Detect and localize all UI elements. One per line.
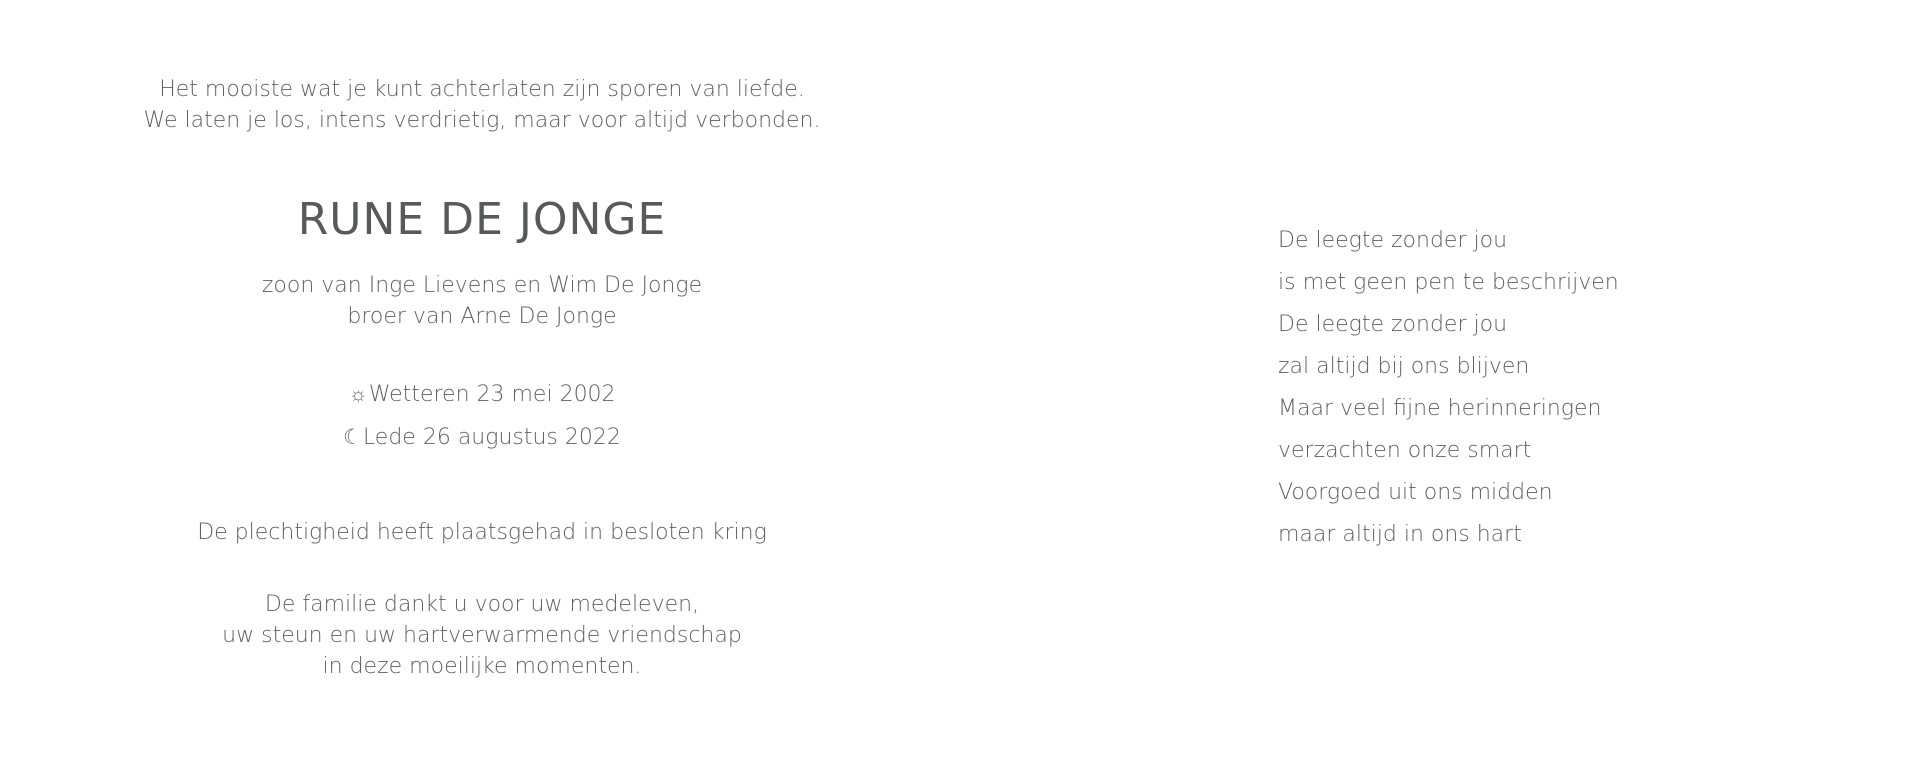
poem-line-7: Voorgoed uit ons midden	[1278, 480, 1553, 505]
poem-line-8: maar altijd in ons hart	[1278, 522, 1522, 547]
motto-line-1: Het mooiste wat je kunt achterlaten zijn sporen van liefde.	[159, 77, 805, 102]
sun-icon: ☼	[348, 382, 368, 406]
poem-line-5: Maar veel fijne herinneringen	[1278, 396, 1602, 421]
thanks-line-2: uw steun en uw hartverwarmende vriendschap	[222, 623, 742, 648]
birth-date	[100, 373, 864, 416]
crescent-moon-icon: ☾	[343, 425, 362, 449]
motto-line-2: We laten je los, intens verdrietig, maar voor altijd verbonden.	[143, 108, 821, 133]
ceremony-text: De plechtigheid heeft plaatsgehad in besloten kring	[197, 520, 767, 545]
birth-date-text: Wetteren 23 mei 2002	[368, 382, 616, 407]
poem	[1278, 220, 1778, 556]
life-dates	[100, 373, 864, 459]
death-date-text: Lede 26 augustus 2022	[362, 425, 621, 450]
relation-son-of: zoon van Inge Lievens en Wim De Jonge	[261, 273, 703, 298]
announcement-column	[100, 74, 864, 682]
motto	[100, 74, 864, 136]
relation-brother-of: broer van Arne De Jonge	[347, 304, 617, 329]
ceremony-notice	[100, 517, 864, 548]
thanks-line-1: De familie dankt u voor uw medeleven,	[264, 592, 700, 617]
poem-line-6: verzachten onze smart	[1278, 438, 1532, 463]
deceased-name: RUNE DE JONGE	[297, 194, 667, 245]
thanks-notice	[100, 589, 864, 682]
thanks-line-3: in deze moeilijke momenten.	[322, 654, 642, 679]
poem-line-4: zal altijd bij ons blijven	[1278, 354, 1530, 379]
poem-line-1: De leegte zonder jou	[1278, 228, 1508, 253]
poem-line-3: De leegte zonder jou	[1278, 312, 1508, 337]
death-date	[100, 416, 864, 459]
family-relations	[100, 270, 864, 332]
poem-line-2: is met geen pen te beschrijven	[1278, 270, 1619, 295]
